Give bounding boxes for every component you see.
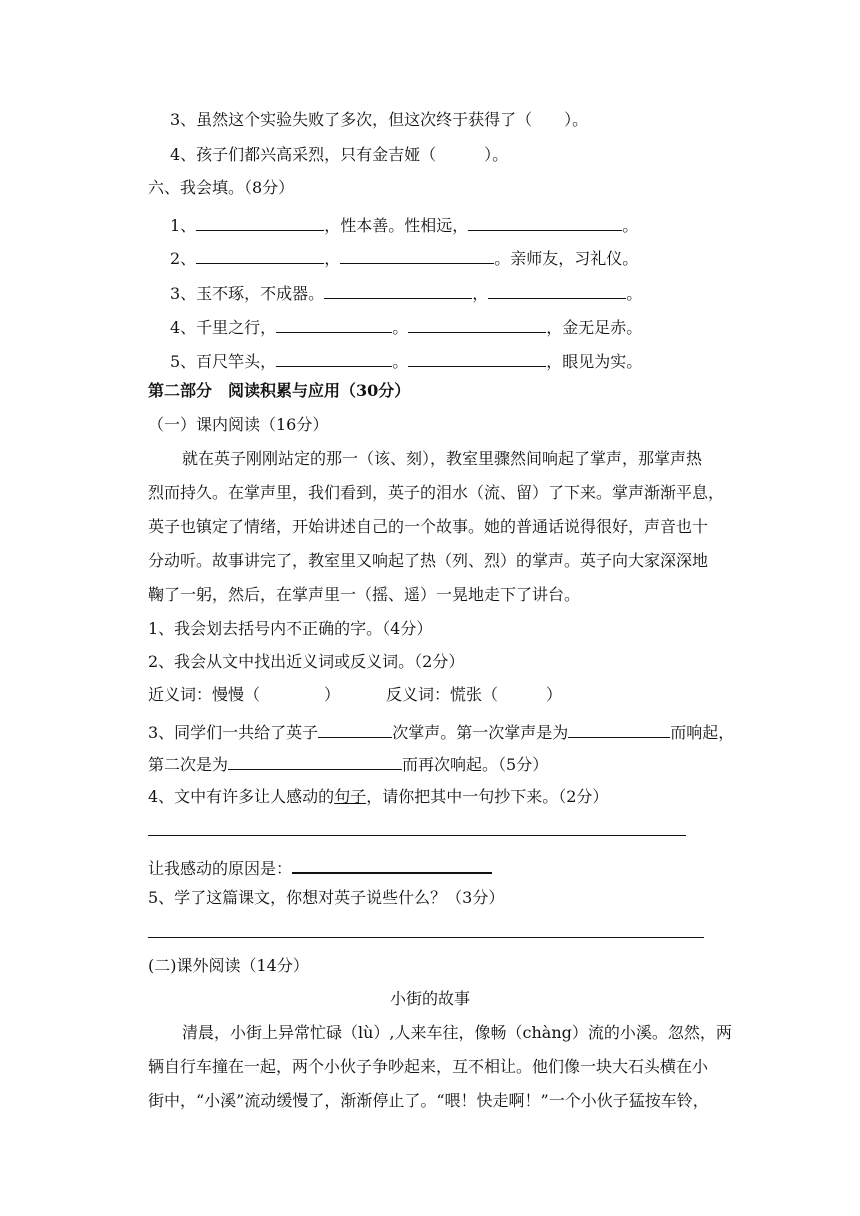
answer-line[interactable] — [148, 835, 686, 836]
blank[interactable] — [292, 855, 492, 874]
blank[interactable] — [228, 752, 402, 770]
out-class-reading-heading: (二)课外阅读（14分） — [148, 956, 309, 975]
story-line: 清晨，小街上异常忙碌（lù）,人来车往，像畅（chàng）流的小溪。忽然，两 — [182, 1023, 732, 1042]
blank[interactable] — [324, 281, 472, 299]
blank[interactable] — [196, 246, 324, 264]
question-4-reason: 让我感动的原因是： — [148, 855, 492, 875]
story-title: 小街的故事 — [389, 989, 470, 1008]
blank[interactable] — [196, 213, 324, 231]
section6-item2: 2、 ， 。亲师友，习礼仪。 — [170, 246, 638, 266]
section6-item5: 5、百尺竿头， 。 ，眼见为实。 — [170, 349, 642, 369]
section6-heading: 六、我会填。（8分） — [148, 178, 295, 197]
question-5: 5、学了这篇课文，你想对英子说些什么？（3分） — [148, 888, 505, 907]
blank[interactable] — [568, 720, 670, 738]
blank[interactable] — [408, 349, 546, 367]
passage-line: 分动听。故事讲完了，教室里又响起了热（列、烈）的掌声。英子向大家深深地 — [148, 551, 709, 570]
blank[interactable] — [318, 720, 392, 738]
story-line: 辆自行车撞在一起，两个小伙子争吵起来，互不相让。他们像一块大石头横在小 — [148, 1057, 709, 1076]
question-3-cont: 第二次是为 而再次响起。（5分） — [148, 752, 548, 772]
section6-item3: 3、玉不琢，不成器。 ， 。 — [170, 281, 642, 301]
question-2-synonym: 近义词：慢慢（ ） — [148, 685, 341, 704]
section5-item3: 3、虽然这个实验失败了多次，但这次终于获得了（ ）。 — [170, 110, 589, 129]
story-line: 街中，“小溪”流动缓慢了，渐渐停止了。“喂！快走啊！”一个小伙子猛按车铃， — [148, 1091, 709, 1110]
passage-line: 鞠了一躬，然后，在掌声里一（摇、遥）一晃地走下了讲台。 — [148, 585, 581, 604]
section6-item4: 4、千里之行， 。 ，金无足赤。 — [170, 315, 642, 335]
answer-line[interactable] — [148, 937, 704, 938]
blank[interactable] — [276, 315, 392, 333]
blank[interactable] — [340, 246, 494, 264]
passage-line: 英子也镇定了情绪，开始讲述自己的一个故事。她的普通话说得很好，声音也十 — [148, 517, 709, 536]
question-2-antonym: 反义词：慌张（ ） — [386, 685, 563, 704]
part2-heading: 第二部分 阅读积累与应用（30分） — [148, 381, 411, 400]
passage-line: 烈而持久。在掌声里，我们看到，英子的泪水（流、留）了下来。掌声渐渐平息， — [148, 483, 725, 502]
blank[interactable] — [488, 281, 626, 299]
section6-item1: 1、 ，性本善。性相远， 。 — [170, 213, 638, 233]
question-3: 3、同学们一共给了英子 次掌声。第一次掌声是为 而响起， — [148, 720, 734, 740]
question-4: 4、文中有许多让人感动的句子，请你把其中一句抄下来。（2分） — [148, 787, 609, 806]
question-1: 1、我会划去括号内不正确的字。（4分） — [148, 619, 433, 638]
blank[interactable] — [276, 349, 392, 367]
question-2: 2、我会从文中找出近义词或反义词。（2分） — [148, 652, 465, 671]
section5-item4: 4、孩子们都兴高采烈，只有金吉娅（ ）。 — [170, 145, 509, 164]
blank[interactable] — [468, 213, 622, 231]
blank[interactable] — [408, 315, 546, 333]
in-class-reading-heading: （一）课内阅读（16分） — [148, 415, 329, 434]
passage-line: 就在英子刚刚站定的那一（该、刻），教室里骤然间响起了掌声，那掌声热 — [182, 449, 703, 468]
